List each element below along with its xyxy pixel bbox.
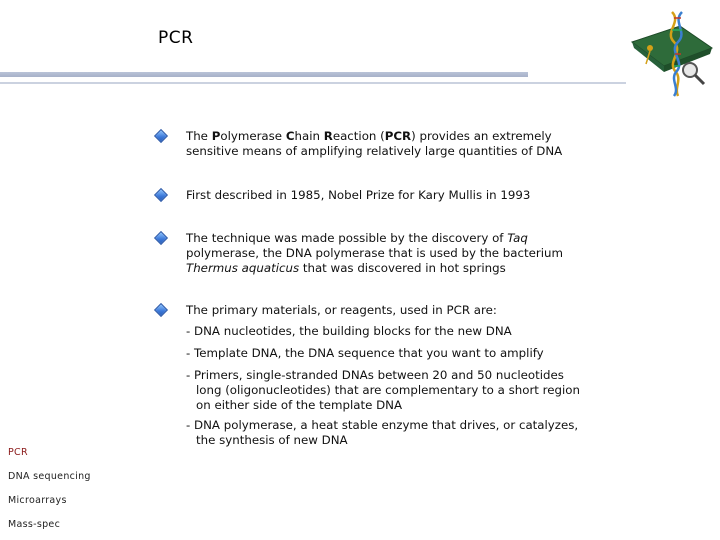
nav-link-microarrays[interactable]: Microarrays <box>8 495 67 506</box>
bullet-text: The technique was made possible by the discovery of Taq polymerase, the DNA polymerase that is used by the bacterium Thermus aquaticus that was discovered in hot springs <box>186 231 563 275</box>
header-rule <box>0 82 626 84</box>
nav-link-dna-sequencing[interactable]: DNA sequencing <box>8 471 91 482</box>
slide-title: PCR <box>158 28 194 48</box>
reagent-item: - DNA polymerase, a heat stable enzyme that drives, or catalyzes, the synthesis of new DNA <box>186 418 579 447</box>
bullet-diamond-icon <box>154 231 168 245</box>
bullet-text: First described in 1985, Nobel Prize for Kary Mullis in 1993 <box>186 188 531 202</box>
bullet-diamond-icon <box>154 303 168 317</box>
reagent-item: - Template DNA, the DNA sequence that you want to amplify <box>186 346 544 360</box>
dna-graduation-cap-logo-icon <box>624 8 716 98</box>
bullet-text: The primary materials, or reagents, used in PCR are: <box>186 303 497 317</box>
header-bar <box>0 72 528 77</box>
bullet-diamond-icon <box>154 129 168 143</box>
reagent-item: - DNA nucleotides, the building blocks for the new DNA <box>186 324 512 338</box>
nav-link-mass-spec[interactable]: Mass-spec <box>8 519 61 530</box>
nav-link-pcr[interactable]: PCR <box>8 447 28 458</box>
reagent-item: - Primers, single-stranded DNAs between 20 and 50 nucleotides long (oligonucleotides) that are complementary to a short region on either side of the template DNA <box>186 368 580 412</box>
bullet-text: The Polymerase Chain Reaction (PCR) provides an extremely sensitive means of amplifying relatively large quantities of DNA <box>186 129 563 158</box>
bullet-diamond-icon <box>154 188 168 202</box>
